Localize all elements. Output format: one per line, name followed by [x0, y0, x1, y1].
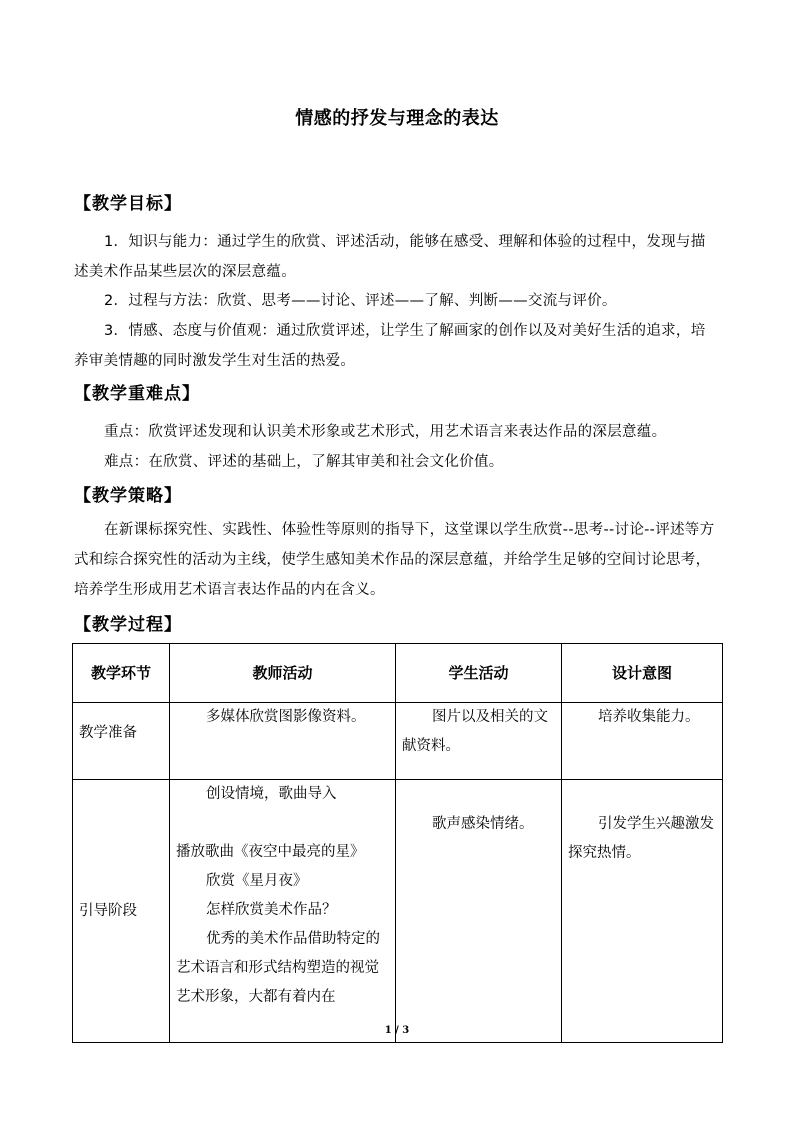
student-cell: [396, 703, 562, 780]
section-heading-strategy: 【教学策略】: [74, 486, 182, 506]
teacher-line: [176, 925, 389, 1012]
stage-cell: 教学准备: [73, 703, 170, 780]
goal-item-1-text: 1．知识与能力：通过学生的欣赏、评述活动，能够在感受、理解和体验的过程中，发现与描述美术作品某些层次的深层意蕴。: [74, 234, 706, 280]
teacher-line: [176, 809, 389, 867]
keypoint-item-1-text: 重点：欣赏评述发现和认识美术形象或艺术形式，用艺术语言来表达作品的深层意蕴。: [104, 424, 667, 440]
teacher-line-text: 播放歌曲《夜空中最亮的星》: [176, 844, 365, 860]
student-text: 歌声感染情绪。: [432, 816, 534, 832]
section-heading-goals: 【教学目标】: [74, 194, 182, 214]
column-header: 设计意图: [562, 644, 723, 703]
student-text: 图片以及相关的文献资料。: [402, 709, 548, 754]
goal-item-1: [74, 227, 720, 287]
intent-cell: [562, 703, 723, 780]
page-title: 情感的抒发与理念的表达: [295, 108, 499, 129]
teacher-cell: [170, 703, 396, 780]
strategy-text: 在新课标探究性、实践性、体验性等原则的指导下，这堂课以学生欣赏--思考--讨论--评述等方式和综合探究性的活动为主线，使学生感知美术作品的深层意蕴，并给学生足够的空间讨论思考，培养学生形成用艺术语言表达作品的内在含义。: [74, 522, 715, 598]
intent-text: 培养收集能力。: [598, 709, 700, 725]
teacher-line-text: 欣赏《星月夜》: [206, 873, 308, 889]
table-row: [73, 780, 723, 1043]
page-number: 1 / 3: [384, 1025, 410, 1036]
table-row: [73, 703, 723, 780]
teacher-line: [176, 780, 389, 809]
teacher-line: 多媒体欣赏图影像资料。: [206, 709, 366, 725]
column-header: 教学环节: [73, 644, 170, 703]
section-heading-process: 【教学过程】: [74, 615, 182, 635]
teacher-line-text: 优秀的美术作品借助特定的艺术语言和形式结构塑造的视觉艺术形象，大都有着内在: [176, 931, 380, 1005]
keypoint-item-2: [74, 447, 720, 477]
table-header-row: [73, 644, 723, 703]
section-heading-keypoints: 【教学重难点】: [74, 384, 200, 404]
teacher-line: [176, 867, 389, 896]
stage-cell: 引导阶段: [73, 780, 170, 1043]
column-header: 学生活动: [396, 644, 562, 703]
teacher-cell: [170, 780, 396, 1043]
process-table: [72, 643, 723, 1043]
student-cell: [396, 780, 562, 1043]
teacher-line-text: 怎样欣赏美术作品？: [206, 902, 337, 918]
intent-text: 引发学生兴趣激发探究热情。: [568, 816, 714, 861]
intent-cell: [562, 780, 723, 1043]
goal-item-3: [74, 316, 720, 376]
keypoint-item-1: [74, 417, 720, 447]
keypoint-item-2-text: 难点：在欣赏、评述的基础上，了解其审美和社会文化价值。: [104, 454, 504, 470]
goal-item-2-text: 2．过程与方法：欣赏、思考——讨论、评述——了解、判断——交流与评价。: [104, 293, 617, 309]
strategy-paragraph: [74, 515, 720, 605]
teacher-cell-content: [176, 780, 389, 1012]
teacher-line: [176, 896, 389, 925]
goal-item-2: [74, 286, 720, 316]
column-header: 教师活动: [170, 644, 396, 703]
goal-item-3-text: 3．情感、态度与价值观：通过欣赏评述，让学生了解画家的创作以及对美好生活的追求，培养审美情趣的同时激发学生对生活的热爱。: [74, 323, 706, 369]
teacher-line-text: 创设情境，歌曲导入: [206, 786, 337, 802]
